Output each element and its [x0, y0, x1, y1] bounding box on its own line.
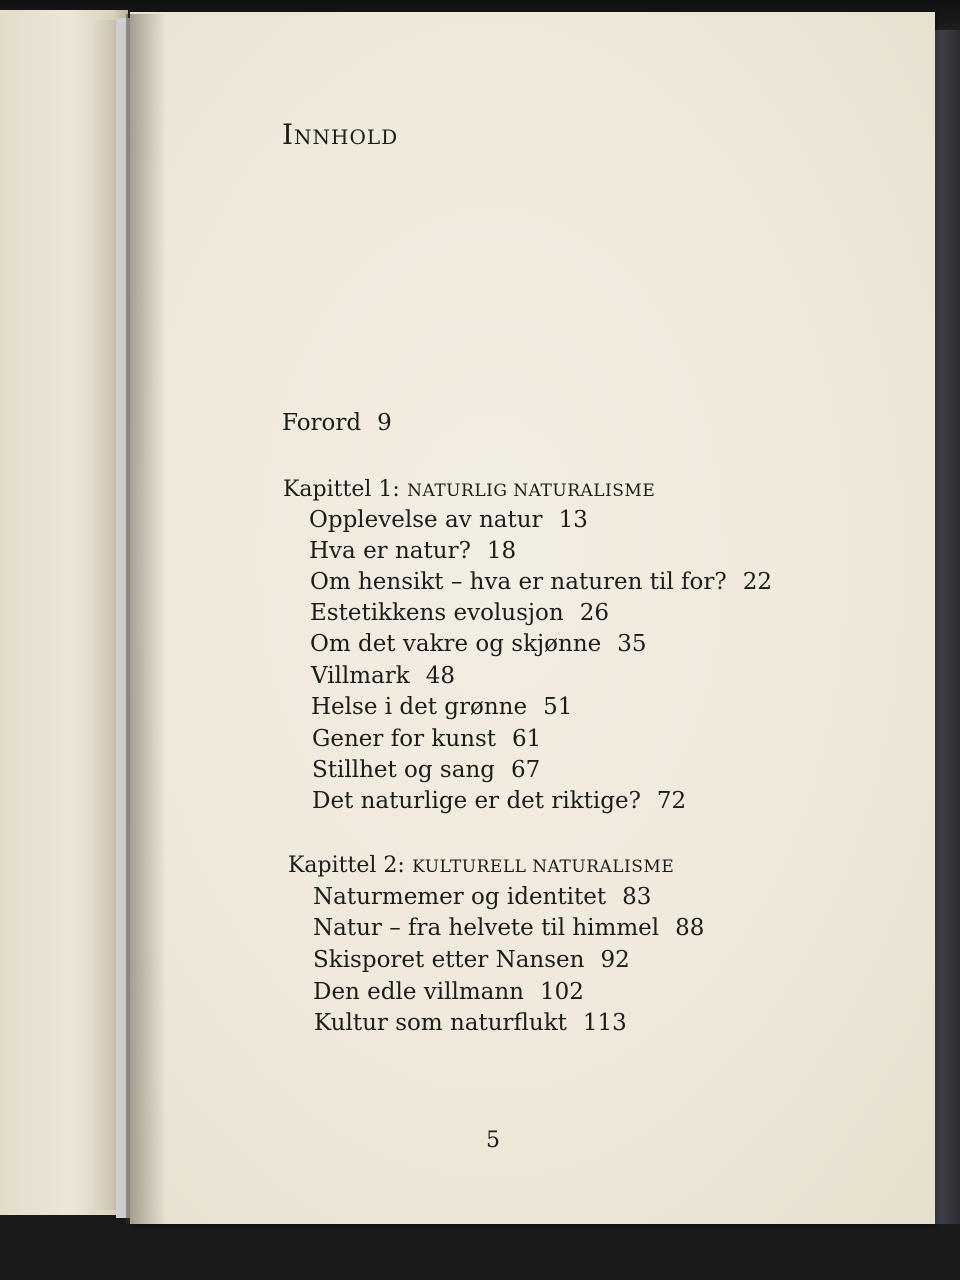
gutter-shadow — [126, 14, 166, 1224]
toc-entry — [311, 692, 572, 722]
chapter-heading-2 — [288, 850, 674, 882]
toc-entry-label: Estetikkens evolusjon — [310, 600, 564, 626]
toc-entry — [311, 661, 455, 691]
chapter-prefix: Kapittel 1: — [283, 477, 400, 502]
toc-entry-label: Forord — [282, 410, 362, 436]
toc-entry-label: Stillhet og sang — [312, 757, 495, 783]
toc-entry-page: 113 — [582, 1010, 627, 1036]
background-bottom — [0, 1224, 960, 1280]
toc-entry-page: 88 — [675, 915, 705, 941]
toc-entry-page: 67 — [510, 757, 541, 783]
toc-entry-label: Om hensikt – hva er naturen til for? — [310, 569, 727, 595]
toc-entry-page: 61 — [512, 726, 542, 752]
toc-entry-page: 26 — [579, 600, 609, 626]
toc-entry-page: 18 — [486, 538, 517, 564]
toc-entry-label: Naturmemer og identitet — [313, 884, 607, 910]
chapter-title: NATURLIG NATURALISME — [407, 481, 656, 501]
toc-entry — [312, 786, 686, 816]
chapter-heading-1 — [283, 474, 655, 506]
toc-entry-page: 35 — [617, 631, 647, 657]
toc-entry-label: Villmark — [311, 663, 410, 689]
toc-entry — [313, 945, 630, 975]
toc-entry-page: 48 — [425, 663, 456, 689]
page-title — [282, 118, 398, 151]
toc-entry-page: 92 — [600, 947, 630, 973]
toc-entry — [312, 724, 541, 754]
toc-entry — [314, 1008, 627, 1038]
toc-entry-page: 83 — [622, 884, 652, 910]
page-number: 5 — [486, 1128, 500, 1153]
toc-entry — [310, 629, 647, 659]
toc-entry — [312, 755, 540, 785]
toc-entry-label: Kultur som naturflukt — [314, 1010, 567, 1036]
toc-entry-label: Gener for kunst — [312, 726, 496, 752]
toc-entry — [313, 977, 584, 1007]
toc-entry-page: 22 — [742, 569, 772, 595]
page-title-text: Innhold — [282, 118, 399, 151]
toc-entry-page: 13 — [558, 507, 588, 533]
toc-entry-label: Hva er natur? — [309, 538, 471, 564]
toc-entry-page: 102 — [540, 979, 584, 1005]
toc-entry — [313, 882, 651, 912]
toc-entry-label: Helse i det grønne — [311, 694, 528, 720]
toc-entry-label: Skisporet etter Nansen — [313, 947, 585, 973]
chapter-prefix: Kapittel 2: — [288, 853, 405, 878]
toc-entry-page: 51 — [543, 694, 573, 720]
toc-entry-label: Natur – fra helvete til himmel — [313, 915, 660, 941]
toc-entry — [310, 598, 609, 628]
toc-entry — [309, 536, 516, 566]
toc-entry-foreword — [282, 408, 392, 438]
toc-entry-label: Opplevelse av natur — [309, 507, 543, 533]
toc-entry — [310, 567, 772, 597]
toc-entry-page: 9 — [377, 410, 392, 436]
toc-entry-label: Det naturlige er det riktige? — [312, 788, 641, 814]
toc-entry-label: Den edle villmann — [313, 979, 524, 1005]
toc-entry-label: Om det vakre og skjønne — [310, 631, 602, 657]
toc-entry — [313, 913, 704, 943]
toc-entry — [309, 505, 588, 535]
chapter-title: KULTURELL NATURALISME — [412, 857, 675, 877]
toc-entry-page: 72 — [656, 788, 687, 814]
